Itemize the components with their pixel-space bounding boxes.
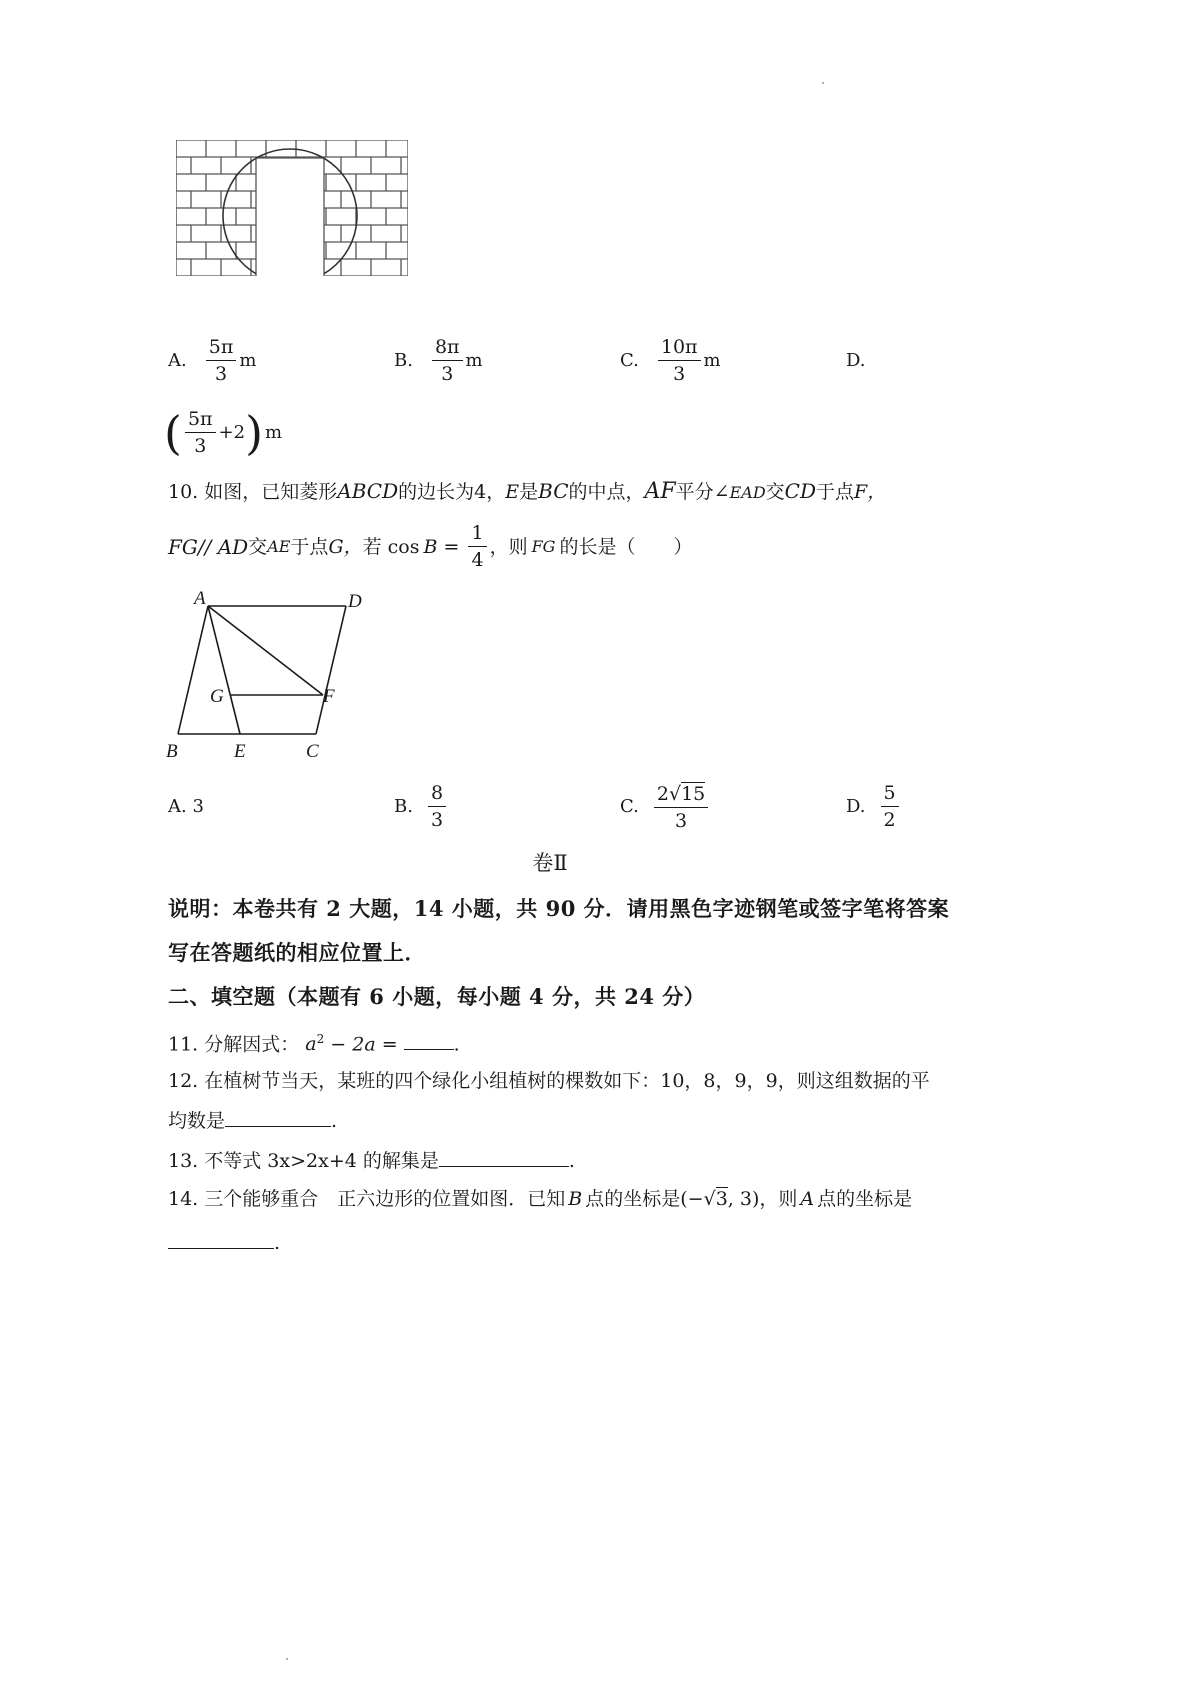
fraction-numerator: 1 (468, 522, 486, 547)
q10-line2 (168, 522, 692, 571)
sqrt-icon: √ (668, 783, 682, 805)
q10-e: E (505, 481, 520, 503)
q10-fg: FG (531, 536, 556, 556)
q14-text: ，则 (759, 1188, 798, 1210)
q10-option-b-label: B. (394, 795, 413, 817)
q10-text: 的中点， (568, 481, 645, 503)
q10-cos-fraction (468, 522, 486, 571)
section-title: 卷Ⅱ (532, 851, 568, 875)
q10-text: 4， (474, 481, 506, 503)
q10-text: 10. 如图，已知菱形 (168, 481, 338, 503)
fraction-denominator: 3 (214, 363, 228, 385)
q10-ae: AE (267, 536, 291, 556)
fraction-numerator: 8 (428, 782, 446, 807)
q9-option-a-label: A. (168, 349, 187, 371)
scan-dot-top (822, 82, 824, 84)
segment-ae (208, 606, 240, 734)
q14-period: . (274, 1232, 281, 1254)
q10-option-b-fraction (428, 782, 446, 831)
q10-option-d-fraction (881, 782, 899, 831)
segment-af (208, 606, 323, 695)
q9-option-d-expression[interactable] (164, 405, 283, 460)
vertex-label-c: C (306, 741, 319, 762)
q14-coord-close: , 3) (727, 1188, 760, 1210)
doorway-opening (256, 158, 324, 276)
q9-option-c[interactable] (620, 336, 721, 385)
section-note-line2: 写在答题纸的相应位置上． (168, 940, 426, 965)
fraction-denominator: 3 (430, 809, 444, 831)
q12-line2 (168, 1106, 337, 1134)
q9-option-a[interactable] (168, 336, 256, 385)
vertex-label-f: F (323, 686, 335, 707)
q10-fg-parallel-ad: FG// AD (168, 534, 249, 559)
unit: m (265, 421, 283, 443)
q11-var-a: a (305, 1033, 317, 1056)
q14-line2 (168, 1228, 280, 1256)
fraction-numerator: 5π (185, 408, 216, 433)
q10-text: 若 cos (362, 535, 420, 558)
q12-period: . (331, 1110, 338, 1132)
q11 (168, 1026, 460, 1057)
right-paren: ) (245, 405, 264, 460)
fraction-denominator: 3 (194, 435, 207, 457)
q9-option-d-fraction (185, 408, 216, 457)
q11-period: . (453, 1033, 460, 1056)
rhombus-figure (160, 584, 380, 764)
fraction-denominator: 2 (883, 809, 896, 831)
q10-option-d[interactable] (846, 782, 902, 831)
q10-ead: EAD (729, 483, 766, 502)
q10-af: AF (644, 479, 676, 504)
fill-in-heading: 二、填空题（本题有 6 小题，每小题 4 分，共 24 分） (168, 984, 706, 1009)
vertex-label-e: E (234, 741, 246, 762)
q14-text: 14. 三个能够重合 正六边形的位置如图．已知 (168, 1188, 566, 1210)
q14-answer-blank[interactable] (168, 1228, 274, 1249)
fraction-denominator: 4 (471, 549, 484, 571)
left-paren: ( (164, 405, 182, 460)
q14-radicand: 3 (715, 1188, 728, 1210)
q9-option-b[interactable] (394, 336, 483, 385)
q10-option-b[interactable] (394, 782, 449, 831)
segment-cd (316, 606, 346, 734)
q11-expression: − 2a = (324, 1033, 404, 1056)
q10-bc: BC (538, 479, 569, 503)
unit: m (465, 349, 483, 371)
q10-cd: CD (784, 479, 817, 503)
scan-dot-bottom (286, 1658, 288, 1660)
brick-wall-arch-icon (176, 140, 408, 276)
unit: m (239, 349, 257, 371)
q10-option-c-fraction (654, 782, 708, 832)
vertex-label-d: D (348, 591, 362, 612)
q9-option-d-label[interactable]: D. (846, 350, 866, 371)
fraction-numerator (654, 782, 708, 808)
q10-text: 于点 (290, 535, 329, 558)
q11-answer-blank[interactable] (404, 1029, 454, 1050)
q9-option-a-fraction (206, 336, 237, 385)
q13-period: . (568, 1150, 575, 1172)
vertex-label-a: A (194, 588, 206, 609)
q12-answer-blank[interactable] (225, 1106, 331, 1127)
fraction-numerator: 10π (658, 336, 701, 361)
q9-option-b-label: B. (394, 349, 413, 371)
q14-b: B (568, 1188, 583, 1210)
q14-text: 点的坐标是 (817, 1188, 913, 1210)
q10-line1 (168, 478, 886, 506)
fraction-denominator: 3 (675, 810, 688, 832)
q14-line1 (168, 1186, 912, 1212)
q9-option-b-fraction (432, 336, 463, 385)
fraction-denominator: 3 (441, 363, 454, 385)
q10-equals: = (437, 535, 466, 558)
fraction-numerator: 8π (432, 336, 463, 361)
q10-text: ，则 (489, 535, 528, 558)
q13-text: 13. 不等式 3x>2x+4 的解集是 (168, 1150, 439, 1172)
q10-g: G， (328, 535, 363, 558)
q10-f: F， (854, 481, 887, 503)
section-note-line1: 说明：本卷共有 2 大题，14 小题，共 90 分．请用黑色字迹钢笔或签字笔将答案 (168, 896, 950, 921)
q11-exponent: 2 (316, 1032, 325, 1046)
q14-coord-open: (− (680, 1188, 704, 1210)
q10-option-c[interactable] (620, 782, 711, 832)
q14-a: A (800, 1188, 815, 1210)
q10-option-a[interactable]: A. 3 (168, 796, 204, 817)
q10-text: 平分∠ (675, 481, 730, 503)
vertex-label-g: G (210, 686, 224, 707)
q11-prefix: 11. 分解因式： (168, 1033, 300, 1056)
q10-text: 是 (519, 481, 539, 503)
q12-line1: 12. 在植树节当天，某班的四个绿化小组植树的棵数如下：10，8，9，9，则这组数据的平 (168, 1070, 930, 1092)
fraction-numerator: 5 (881, 782, 899, 807)
q10-text: 的长是（ ） (559, 535, 693, 558)
q9-option-c-fraction (658, 336, 701, 385)
fraction-numerator: 5π (206, 336, 237, 361)
sqrt-icon: √ (703, 1188, 716, 1210)
segment-ab (178, 606, 208, 734)
q10-option-c-label: C. (620, 796, 639, 817)
q10-text: 交 (248, 535, 268, 558)
coefficient: 2 (656, 783, 669, 805)
q9-option-c-label: C. (620, 349, 639, 371)
q10-abcd: ABCD (337, 479, 399, 503)
q10-text: 交 (765, 481, 785, 503)
q13-answer-blank[interactable] (439, 1146, 569, 1167)
q12-text: 均数是 (168, 1110, 226, 1132)
q10-text: 的边长为 (398, 481, 475, 503)
q10-option-d-label: D. (846, 795, 866, 817)
q14-text: 点的坐标是 (585, 1188, 681, 1210)
radicand: 15 (681, 783, 706, 805)
fraction-denominator: 3 (673, 363, 686, 385)
q13 (168, 1146, 575, 1174)
vertex-label-b: B (166, 741, 178, 762)
unit: m (703, 349, 721, 371)
q10-text: 于点 (816, 481, 855, 503)
plus-two: +2 (218, 421, 246, 443)
q10-b: B (423, 535, 438, 558)
